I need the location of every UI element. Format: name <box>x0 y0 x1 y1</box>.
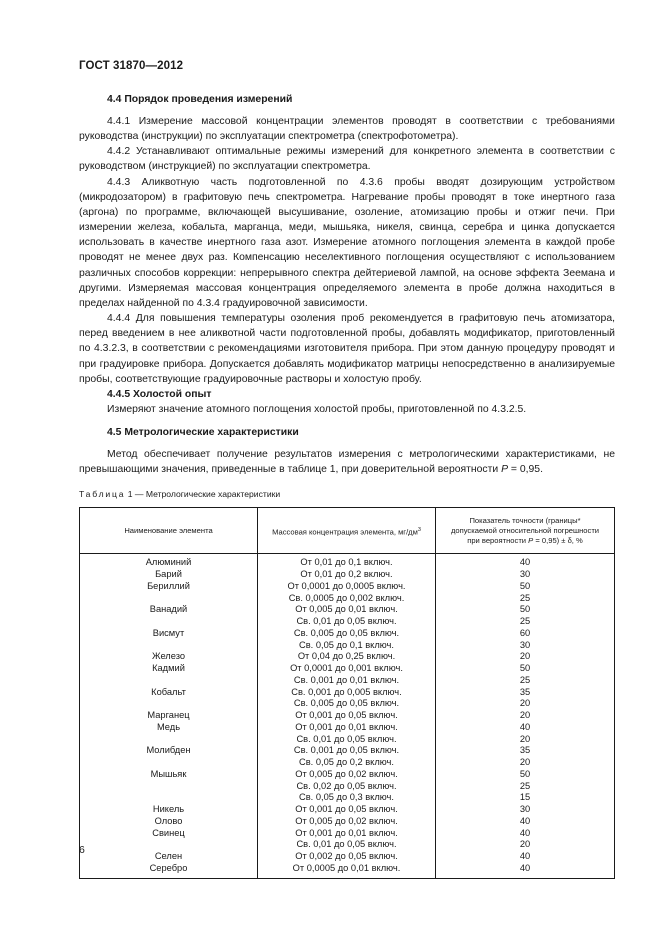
table-cell-element: Мышьяк <box>80 769 258 781</box>
table-row <box>80 569 615 581</box>
table-row <box>80 839 615 851</box>
table-cell-element <box>80 757 258 769</box>
table-cell-element: Олово <box>80 816 258 828</box>
table-row <box>80 734 615 746</box>
table-cell-value: 40 <box>436 554 615 569</box>
table-cell-range: От 0,01 до 0,2 включ. <box>258 569 436 581</box>
section-4-4-5-heading: 4.4.5 Холостой опыт <box>107 388 212 400</box>
table-cell-value: 40 <box>436 816 615 828</box>
table-cell-value: 40 <box>436 863 615 878</box>
table-cell-element: Кадмий <box>80 663 258 675</box>
page-number: 6 <box>79 844 85 856</box>
paragraph-4-4-2: 4.4.2 Устанавливают оптимальные режимы измерений для конкретного элемента в соответствии с руководством (инструкцией) по эксплуатации спектрометра. <box>79 146 615 173</box>
table-cell-value: 20 <box>436 757 615 769</box>
table-row <box>80 792 615 804</box>
table-cell-value: 15 <box>436 792 615 804</box>
paragraph-blank-test: Измеряют значение атомного поглощения холостой пробы, приготовленной по 4.3.2.5. <box>107 403 527 415</box>
table-row <box>80 804 615 816</box>
table-cell-value: 40 <box>436 722 615 734</box>
table-cell-value: 25 <box>436 781 615 793</box>
table-cell-range: Св. 0,001 до 0,01 включ. <box>258 675 436 687</box>
table-row <box>80 710 615 722</box>
table-caption-label: Таблица <box>79 489 126 500</box>
table-cell-range: От 0,001 до 0,01 включ. <box>258 722 436 734</box>
table-cell-range: От 0,005 до 0,01 включ. <box>258 604 436 616</box>
table-body <box>80 554 615 878</box>
table-cell-range: Св. 0,005 до 0,05 включ. <box>258 628 436 640</box>
table-cell-element: Свинец <box>80 828 258 840</box>
table-cell-range: Св. 0,05 до 0,3 включ. <box>258 792 436 804</box>
table-row <box>80 640 615 652</box>
table-row <box>80 816 615 828</box>
table-row <box>80 863 615 878</box>
table-cell-element <box>80 675 258 687</box>
paragraph-metrology: Метод обеспечивает получение результатов измерения с метрологическими характеристиками, не превышающими значения, приведенные в таблице 1, при доверительной вероятности P = 0,95. <box>79 448 615 476</box>
table-row <box>80 581 615 593</box>
table-cell-value: 25 <box>436 616 615 628</box>
header-concentration: Массовая концентрация элемента, $мг/дм^3$ <box>258 508 436 554</box>
table-cell-value: 35 <box>436 687 615 699</box>
paragraph-4-4-3: 4.4.3 Аликвотную часть подготовленной по 4.3.6 пробы вводят дозирующим устройством (микродозатором) в графитовую печь спектрометра. Нагревание пробы проводят в токе инертного газа (аргона) по программе, включающей высушивание, озоление, атомизацию пробы и отжиг печи. При измерении железа, кобальта, марганца, меди, мышьяка, никеля, свинца, серебра и цинка допускается использовать в качестве инертного газа азот. Измерение атомного поглощения элемента в каждой пробе проводят не менее двух раз. Компенсацию неселективного поглощения осуществляют с использованием различных способов коррекции: непрерывного спектра дейтериевой лампой, на основе эффекта Зеемана и другими. Измеряемая массовая концентрация определяемого элемента в пробе должна находиться в пределах найденной по 4.3.4 градуировочной зависимости. <box>79 176 615 309</box>
table-cell-element <box>80 640 258 652</box>
table-cell-value: 50 <box>436 663 615 675</box>
table-cell-value: 40 <box>436 851 615 863</box>
section-4-4-heading: 4.4 Порядок проведения измерений <box>107 94 293 105</box>
table-cell-range: Св. 0,01 до 0,05 включ. <box>258 839 436 851</box>
table-cell-value: 50 <box>436 604 615 616</box>
table-cell-range: От 0,0001 до 0,001 включ. <box>258 663 436 675</box>
table-cell-value: 25 <box>436 675 615 687</box>
table-cell-value: 20 <box>436 734 615 746</box>
table-cell-value: 20 <box>436 651 615 663</box>
table-cell-element: Ванадий <box>80 604 258 616</box>
table-cell-range: Св. 0,01 до 0,05 включ. <box>258 734 436 746</box>
table-cell-value: 60 <box>436 628 615 640</box>
table-row <box>80 722 615 734</box>
table-cell-element <box>80 734 258 746</box>
section-4-5-heading: 4.5 Метрологические характеристики <box>107 426 299 438</box>
table-cell-element <box>80 839 258 851</box>
table-cell-value: 50 <box>436 581 615 593</box>
table-cell-element: Кобальт <box>80 687 258 699</box>
table-row <box>80 604 615 616</box>
paragraph-4-4-4: 4.4.4 Для повышения температуры озоления проб рекомендуется в графитовую печь атомизатора, перед введением в нее аликвотной части подготовленной пробы, добавлять модификатор, приготовленный по 4.3.2.3, в соответствии с рекомендациями изготовителя прибора. При этом данную процедуру проводят и при градуировке прибора. Допускается добавлять модификатор матрицы непосредственно в анализируемые пробы, соответствующие градуировочные растворы и холостую пробу. <box>79 313 615 385</box>
table-cell-value: 30 <box>436 804 615 816</box>
header-accuracy: Показатель точности (границы* допускаемой относительной погрешности при вероятности P = 0,95) ± δ, % <box>436 508 615 554</box>
header-element: Наименование элемента <box>80 508 258 554</box>
table-cell-range: От 0,0001 до 0,0005 включ. <box>258 581 436 593</box>
table-row <box>80 651 615 663</box>
table-cell-range: Св. 0,05 до 0,1 включ. <box>258 640 436 652</box>
table-cell-element: Никель <box>80 804 258 816</box>
table-cell-value: 30 <box>436 569 615 581</box>
table-cell-range: От 0,005 до 0,02 включ. <box>258 816 436 828</box>
table-cell-value: 35 <box>436 745 615 757</box>
table-caption <box>79 488 615 500</box>
table-header-row <box>80 508 615 554</box>
table-row <box>80 628 615 640</box>
table-row <box>80 663 615 675</box>
table-cell-value: 40 <box>436 828 615 840</box>
table-cell-range: Св. 0,02 до 0,05 включ. <box>258 781 436 793</box>
table-cell-range: От 0,001 до 0,05 включ. <box>258 804 436 816</box>
table-row <box>80 851 615 863</box>
table-cell-range: От 0,005 до 0,02 включ. <box>258 769 436 781</box>
table-caption-number: 1 <box>127 489 133 500</box>
table-cell-value: 50 <box>436 769 615 781</box>
table-row <box>80 757 615 769</box>
table-caption-text: — Метрологические характеристики <box>134 489 281 500</box>
table-row <box>80 593 615 605</box>
table-cell-value: 20 <box>436 698 615 710</box>
table-cell-element: Алюминий <box>80 554 258 569</box>
table-cell-value: 20 <box>436 710 615 722</box>
table-cell-element: Селен <box>80 851 258 863</box>
table-cell-element: Медь <box>80 722 258 734</box>
table-cell-element: Молибден <box>80 745 258 757</box>
table-cell-range: От 0,01 до 0,1 включ. <box>258 554 436 569</box>
table-cell-range: Св. 0,0005 до 0,002 включ. <box>258 593 436 605</box>
table-row <box>80 616 615 628</box>
document-header: ГОСТ 31870—2012 <box>79 60 184 72</box>
table-cell-element: Барий <box>80 569 258 581</box>
table-cell-range: Св. 0,01 до 0,05 включ. <box>258 616 436 628</box>
table-cell-value: 20 <box>436 839 615 851</box>
table-cell-range: Св. 0,001 до 0,005 включ. <box>258 687 436 699</box>
table-cell-range: От 0,001 до 0,05 включ. <box>258 710 436 722</box>
paragraph-4-4-1: 4.4.1 Измерение массовой концентрации элементов проводят в соответствии с требованиями руководства (инструкции) по эксплуатации спектрометра (спектрофотометра). <box>79 116 615 143</box>
table-cell-value: 25 <box>436 593 615 605</box>
table-row <box>80 687 615 699</box>
table-row <box>80 769 615 781</box>
table-cell-element: Железо <box>80 651 258 663</box>
table-cell-element <box>80 792 258 804</box>
table-cell-range: От 0,001 до 0,01 включ. <box>258 828 436 840</box>
table-row <box>80 745 615 757</box>
table-cell-value: 30 <box>436 640 615 652</box>
table-row <box>80 698 615 710</box>
table-cell-element <box>80 698 258 710</box>
table-cell-range: От 0,04 до 0,25 включ. <box>258 651 436 663</box>
table-cell-element: Висмут <box>80 628 258 640</box>
metrology-table <box>79 507 615 878</box>
table-cell-range: От 0,002 до 0,05 включ. <box>258 851 436 863</box>
table-cell-element: Серебро <box>80 863 258 878</box>
table-cell-range: Св. 0,05 до 0,2 включ. <box>258 757 436 769</box>
document-body <box>79 92 615 879</box>
table-cell-element <box>80 593 258 605</box>
table-row <box>80 675 615 687</box>
table-row <box>80 828 615 840</box>
table-cell-element: Бериллий <box>80 581 258 593</box>
table-cell-range: Св. 0,005 до 0,05 включ. <box>258 698 436 710</box>
table-cell-element <box>80 781 258 793</box>
table-cell-element <box>80 616 258 628</box>
table-cell-element: Марганец <box>80 710 258 722</box>
table-cell-range: Св. 0,001 до 0,05 включ. <box>258 745 436 757</box>
table-row <box>80 781 615 793</box>
table-row <box>80 554 615 569</box>
table-cell-range: От 0,0005 до 0,01 включ. <box>258 863 436 878</box>
